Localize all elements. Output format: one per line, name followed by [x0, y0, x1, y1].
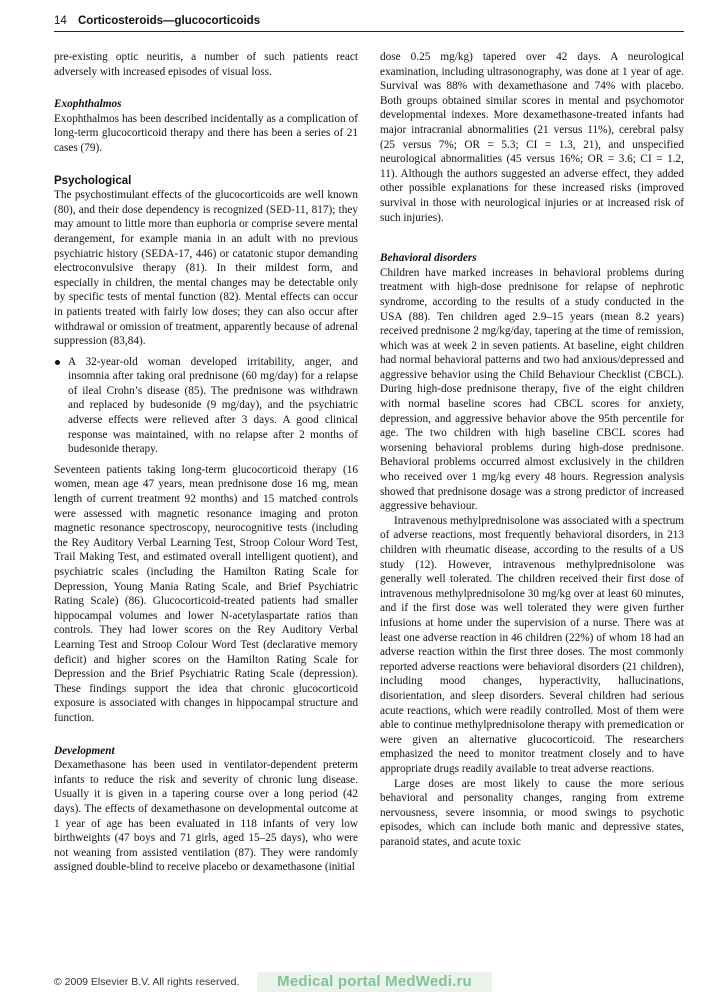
- development-paragraph: Dexamethasone has been used in ventilator-dependent preterm infants to reduce the risk and severity of chronic lung disease. Usually it is given in a tapering course over a long period (42 days). The effects of dexamethasone on developmental outcome at 1 year of age has been evaluated in 118 infants of very low birthweights (47 boys and 71 girls, aged 15–25 days), who were not weaning from assisted ventilation (87). They were randomly assigned double-blind to receive placebo or dexamethasone (initial: [54, 759, 358, 874]
- behavioral-paragraph-3: Large doses are most likely to cause the more serious behavioral and personality changes, ranging from extreme nervousness, severe insomnia, or mood swings to psychotic episodes, which can include both manic and depressive states, paranoid states, and acute toxic: [380, 777, 684, 848]
- bullet-icon: [55, 360, 60, 365]
- behavioral-disorders-heading: Behavioral disorders: [380, 252, 477, 265]
- behavioral-paragraph-1: Children have marked increases in behavioral problems during treatment with high-dose prednisone for relapse of nephrotic syndrome, according to the results of a study conducted in the USA (88). Ten children aged 2.9–15 years (mean 8.2 years) received prednisone 2 mg/kg/day, tapering at the time of remission, which was at week 2 in seven patients. At baseline, eight children had normal behavioral patterns and two had anxious/depressed and aggressive behavior using the Child Behaviour Checklist (CBCL). During high-dose prednisone therapy, five of the eight children with normal baseline scores had CBCL scores for anxiety, depression, and aggressive behavior above the 95th percentile for age. The two children with high baseline CBCL scores had worsening behavioral problems during high-dose prednisone. Behavioral problems occurred almost exclusively in the children who received over 1 mg/kg every 48 hours. Regression analysis showed that prednisone dosage was a strong predictor of increased aggressive behaviour.: [380, 266, 684, 513]
- header-rule: [54, 31, 684, 32]
- psychological-paragraph-2: Seventeen patients taking long-term glucocorticoid therapy (16 women, mean age 47 years, mean prednisone dose 16 mg, mean length of current treatment 92 months) and 15 matched controls were assessed with magnetic resonance imaging and proton magnetic resonance spectroscopy, neurocognitive tests (including the Rey Auditory Verbal Learning Test, Stroop Colour Word Test, Trail Making Test, and estimated overall intelligent quotient), and psychiatric scales (including the Hamilton Rating Scale for Depression, Young Mania Rating Scale, and Brief Psychiatric Rating Scale) (86). Glucocorticoid-treated patients had smaller hippocampal volumes and lower N-acetylaspartate ratios than controls. They had lower scores on the Rey Auditory Verbal Learning Test and Stroop Colour Word Test (declarative memory deficit) and higher scores on the Hamilton Rating Scale for Depression and the Brief Psychiatric Rating Scale (depression). These findings support the idea that chronic glucocorticoid exposure is associated with changes in hippocampal structure and function.: [54, 463, 358, 724]
- psychological-paragraph-1: The psychostimulant effects of the glucocorticoids are well known (80), and their dose dependency is recognized (SED-11, 817); they may amount to little more than euphoria or comprise severe mental derangement, for example mania in an adult with no previous psychiatric history (SEDA-17, 446) or catatonic stupor demanding electroconvulsive therapy (81). In their mildest form, and especially in children, the mental changes may be detectable only by specific tests of mental function (82). Mental effects can occur in patients treated with fairly low doses; they can also occur after withdrawal or omission of treatment, apparently because of adrenal suppression (83,84).: [54, 189, 358, 348]
- continued-paragraph: dose 0.25 mg/kg) tapered over 42 days. A neurological examination, including ultrasonography, was done at 1 year of age. Survival was 88% with dexamethasone and 74% with placebo. Both groups obtained similar scores in mental and psychomotor developmental indexes. More dexamethasone-treated infants had major intracranial abnormalities (21 versus 11%), cerebral palsy (25 versus 7%; OR = 5.3; CI = 1.3, 21), and unspecified neurological abnormalities (45 versus 16%; OR = 3.6; CI = 1.2, 11). Although the authors suggested an adverse effect, they added other possible explanations for these increased risks (improved survival in those with neurological injuries or at increased risk of such injuries).: [380, 51, 684, 224]
- running-title: Corticosteroids—glucocorticoids: [78, 15, 261, 27]
- intro-paragraph: pre-existing optic neuritis, a number of such patients react adversely with increased episodes of visual loss.: [54, 51, 358, 78]
- case-report-text: A 32-year-old woman developed irritability, anger, and insomnia after taking oral prednisone (60 mg/day) for a relapse of ileal Crohn’s disease (85). The prednisone was withdrawn and replaced by budesonide (9 mg/day), and the psychiatric adverse effects were relieved after 3 days. A good clinical response was maintained, with no relapse after 2 months of budesonide therapy.: [68, 355, 358, 456]
- exophthalmos-paragraph: Exophthalmos has been described incidentally as a complication of long-term glucocorticoid therapy and there has been a series of 21 cases (79).: [54, 112, 358, 154]
- development-heading: Development: [54, 744, 115, 757]
- exophthalmos-heading: Exophthalmos: [54, 98, 122, 111]
- watermark-banner: Medical portal MedWedi.ru: [257, 972, 492, 992]
- psychological-heading: Psychological: [54, 174, 132, 187]
- left-column: [54, 50, 358, 970]
- copyright-notice: © 2009 Elsevier B.V. All rights reserved.: [54, 976, 240, 988]
- page-footer: [54, 972, 694, 994]
- running-header: [54, 15, 684, 31]
- case-report-bullet: [54, 355, 358, 457]
- right-column: [380, 50, 684, 970]
- page-number: 14: [54, 15, 67, 27]
- behavioral-paragraph-2: Intravenous methylprednisolone was associated with a spectrum of adverse reactions, most frequently behavioral disorders, in 213 children with rheumatic disease, according to the results of a US study (12). However, intravenous methylprednisolone was generally well tolerated. The children received their first dose of intravenous methylprednisolone 30 mg/kg over at least 60 minutes, and if the first dose was well tolerated they were given further infusions at home under the supervision of a nurse. There was at least one adverse reaction in 46 children (22%) of whom 18 had an adverse reaction within the first three doses. The most commonly reported adverse reactions were behavioral disorders (21 children), including mood changes, hyperactivity, hallucinations, disorientation, and sleep disorders. Several children had serious acute reactions, which were readily controlled. Most of them were able to continue methylprednisolone therapy with premedication or were given an alternative glucocorticoid. The researchers emphasized the need to monitor treatment closely and to have appropriate drugs readily available to treat adverse reactions.: [380, 514, 684, 775]
